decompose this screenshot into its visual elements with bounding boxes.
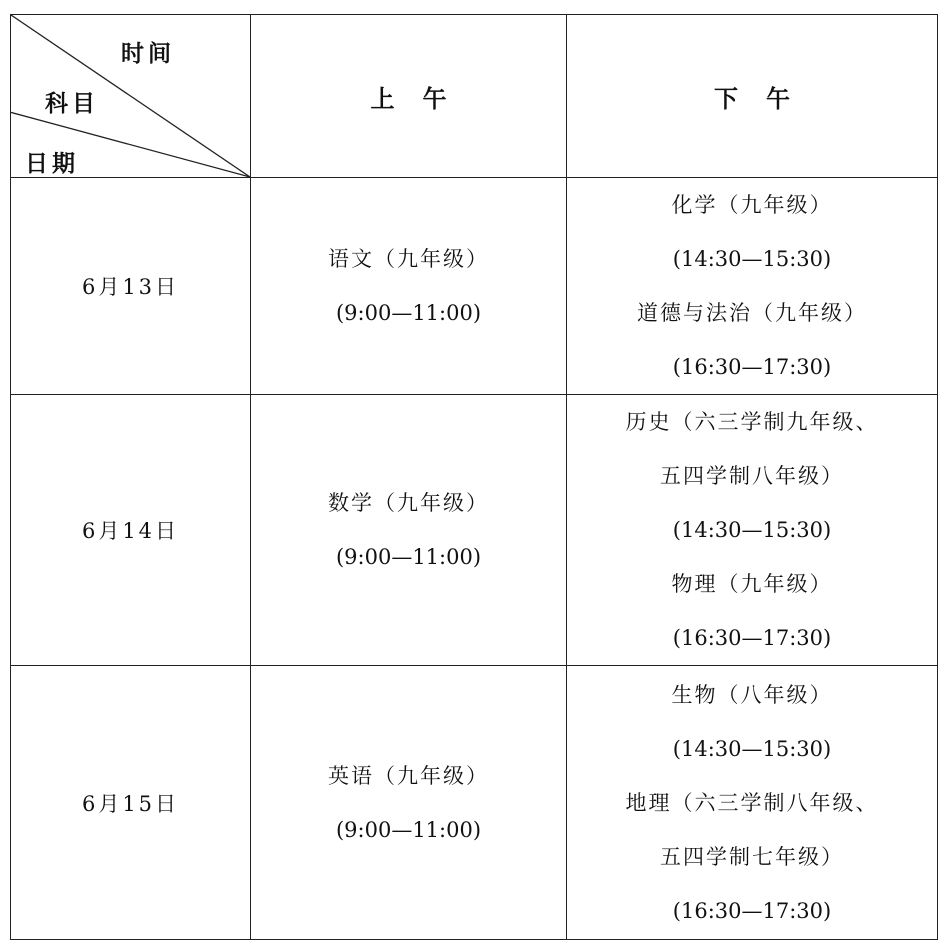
exam-time: (9:00—11:00) [335,301,482,325]
exam-subject: 道德与法治（九年级） [637,301,867,325]
exam-subject: 化学（九年级） [671,193,833,217]
exam-subject: 数学（九年级） [328,491,489,515]
afternoon-cell [567,178,938,395]
date-cell [11,666,251,940]
afternoon-header: 下午 [714,83,818,113]
date-text: 6月13日 [81,275,180,299]
corner-header-cell [11,15,251,178]
afternoon-cell [567,395,938,666]
morning-cell [251,666,567,940]
exam-time: (16:30—17:30) [672,355,832,379]
corner-time-label: 时间 [121,40,175,67]
corner-date-label: 日期 [25,150,79,177]
header-row [11,15,938,178]
table-row [11,395,938,666]
exam-time: (14:30—15:30) [672,518,832,542]
afternoon-cell [567,666,938,940]
exam-time: (16:30—17:30) [672,626,832,650]
exam-subject-line2: 五四学制七年级） [660,844,844,869]
exam-subject-line2: 五四学制八年级） [660,464,844,488]
morning-header-cell [251,15,567,178]
exam-time: (9:00—11:00) [335,817,482,842]
morning-cell [251,178,567,395]
date-cell [11,178,251,395]
table-row [11,666,938,940]
corner-subject-label: 科目 [45,90,99,117]
exam-schedule-table [10,14,938,940]
exam-subject-line1: 地理（六三学制八年级、 [625,790,879,815]
afternoon-header-cell [567,15,938,178]
exam-time: (9:00—11:00) [335,545,482,569]
exam-time: (14:30—15:30) [672,736,832,761]
exam-time: (14:30—15:30) [672,247,832,271]
exam-subject-line1: 历史（六三学制九年级、 [625,410,879,434]
date-cell [11,395,251,666]
exam-subject: 生物（八年级） [671,682,833,707]
morning-header: 上午 [370,83,475,113]
date-text: 6月15日 [81,791,180,816]
morning-cell [251,395,567,666]
date-text: 6月14日 [81,519,180,543]
exam-time: (16:30—17:30) [672,898,832,923]
exam-subject: 物理（九年级） [671,572,833,596]
table-row [11,178,938,395]
exam-subject: 英语（九年级） [328,763,489,788]
exam-subject: 语文（九年级） [328,247,489,271]
